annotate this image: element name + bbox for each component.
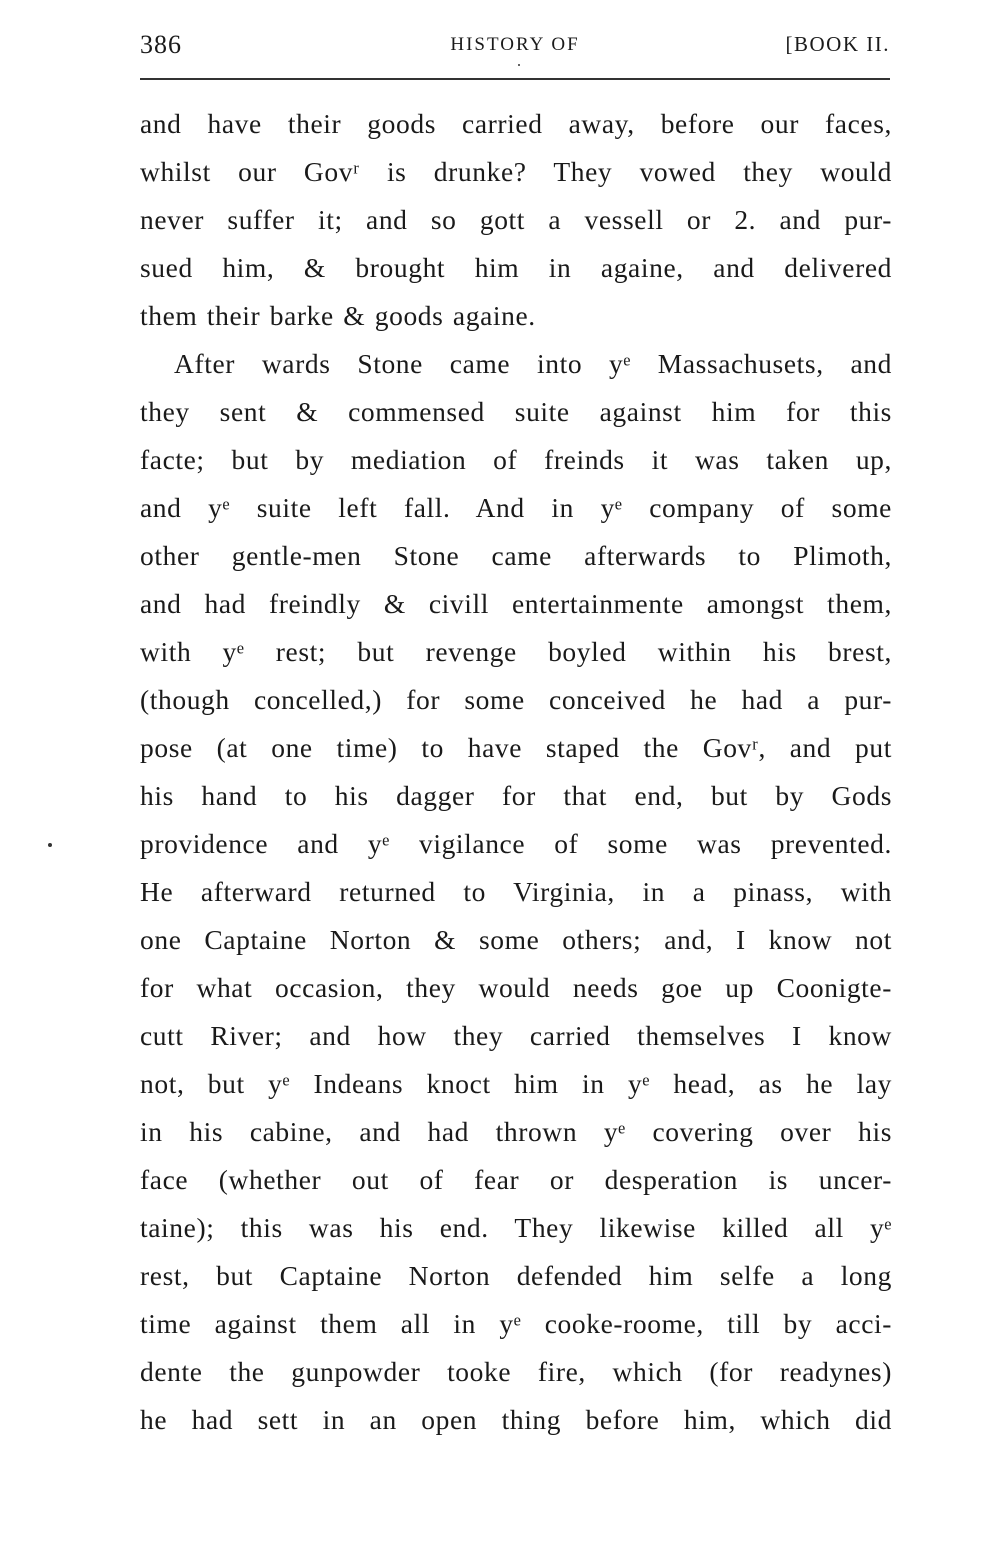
text-line: (though concelled,) for some conceived he had a pur- bbox=[140, 684, 892, 715]
margin-speck bbox=[48, 843, 52, 847]
text-line: other gentle-men Stone came afterwards to Plimoth, bbox=[140, 540, 892, 571]
text-line: never suffer it; and so gott a vessell or 2. and pur- bbox=[140, 204, 892, 235]
text-line: time against them all in yᵉ cooke-roome, till by acci- bbox=[140, 1308, 892, 1339]
margin-speck bbox=[518, 64, 520, 66]
text-line: sued him, & brought him in againe, and delivered bbox=[140, 252, 892, 283]
header-rule bbox=[140, 78, 890, 80]
text-line: he had sett in an open thing before him, which did bbox=[140, 1404, 892, 1435]
text-line: He afterward returned to Virginia, in a pinass, with bbox=[140, 876, 892, 907]
text-line: facte; but by mediation of freinds it was taken up, bbox=[140, 444, 892, 475]
text-line: pose (at one time) to have staped the Govʳ, and put bbox=[140, 732, 892, 763]
running-title: HISTORY OF bbox=[450, 34, 580, 55]
text-line: taine); this was his end. They likewise killed all yᵉ bbox=[140, 1212, 892, 1243]
text-line: dente the gunpowder tooke fire, which (for readynes) bbox=[140, 1356, 892, 1387]
text-line: one Captaine Norton & some others; and, I know not bbox=[140, 924, 892, 955]
text-line: they sent & commensed suite against him for this bbox=[140, 396, 892, 427]
text-line: in his cabine, and had thrown yᵉ covering over his bbox=[140, 1116, 892, 1147]
text-line: cutt River; and how they carried themselves I know bbox=[140, 1020, 892, 1051]
text-line: providence and yᵉ vigilance of some was prevented. bbox=[140, 828, 892, 859]
body-text bbox=[140, 100, 892, 1444]
text-line: and had freindly & civill entertainmente amongst them, bbox=[140, 588, 892, 619]
text-line: rest, but Captaine Norton defended him selfe a long bbox=[140, 1260, 892, 1291]
text-line: his hand to his dagger for that end, but by Gods bbox=[140, 780, 892, 811]
paragraph-end-line: them their barke & goods againe. bbox=[140, 300, 536, 331]
paragraph-start-line: After wards Stone came into yᵉ Massachusets, and bbox=[174, 348, 892, 379]
text-line: and have their goods carried away, before our faces, bbox=[140, 108, 892, 139]
text-line: with yᵉ rest; but revenge boyled within his brest, bbox=[140, 636, 892, 667]
running-head bbox=[140, 30, 890, 66]
page-number: 386 bbox=[140, 30, 182, 59]
text-line: whilst our Govʳ is drunke? They vowed they would bbox=[140, 156, 892, 187]
text-line: face (whether out of fear or desperation is uncer- bbox=[140, 1164, 892, 1195]
text-line: not, but yᵉ Indeans knoct him in yᵉ head, as he lay bbox=[140, 1068, 892, 1099]
book-label: [BOOK II. bbox=[785, 32, 890, 56]
text-line: for what occasion, they would needs goe up Coonigte- bbox=[140, 972, 892, 1003]
text-line: and yᵉ suite left fall. And in yᵉ company of some bbox=[140, 492, 892, 523]
